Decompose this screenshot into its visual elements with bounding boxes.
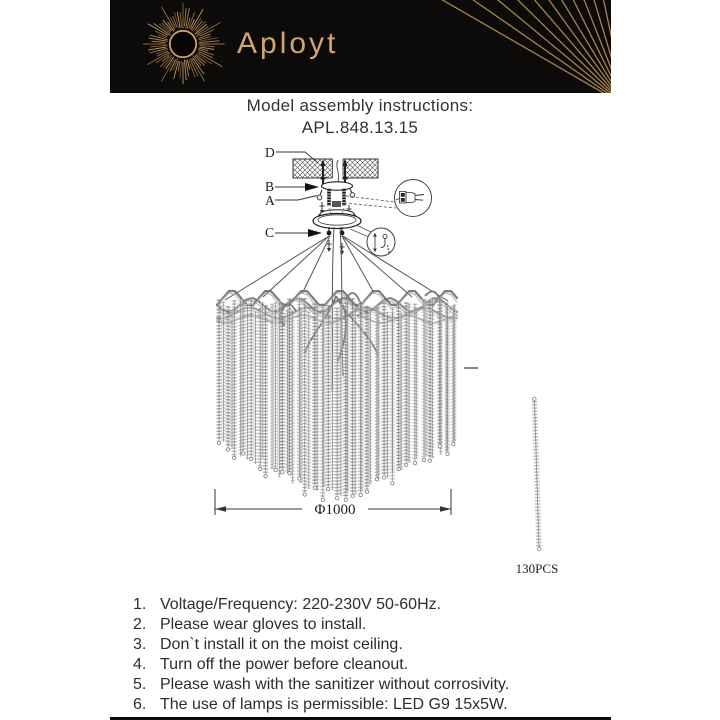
page-title: Model assembly instructions: <box>246 96 474 115</box>
item-text: The use of lamps is permissible: LED G9 15x5W. <box>160 696 508 713</box>
dimension-label: Φ1000 <box>314 502 356 518</box>
item-number: 3. <box>133 636 147 653</box>
list-item <box>133 675 673 695</box>
svg-text:B: B <box>265 179 275 194</box>
item-text: Don`t install it on the moist ceiling. <box>160 636 403 653</box>
item-number: 4. <box>133 656 147 673</box>
svg-text:C: C <box>265 225 275 240</box>
chandelier-strands <box>217 297 455 501</box>
list-item <box>133 635 673 655</box>
item-text: Voltage/Frequency: 220-230V 50-60Hz. <box>160 596 442 613</box>
list-item <box>133 655 673 675</box>
item-number: 2. <box>133 616 147 633</box>
brand-name: Aployt <box>237 27 339 60</box>
strand-count-label: 130PCS <box>515 561 559 576</box>
model-number: APL.848.13.15 <box>301 118 419 137</box>
list-item <box>133 595 673 615</box>
dimension-line <box>215 489 451 518</box>
canopy <box>313 208 361 229</box>
ceiling-hatch <box>293 158 378 179</box>
part-label-A <box>265 193 317 208</box>
svg-text:A: A <box>265 193 275 208</box>
hanging-hooks <box>326 227 344 255</box>
item-text: Turn off the power before cleanout. <box>160 656 409 673</box>
sample-strand <box>533 397 542 551</box>
list-item <box>133 695 673 715</box>
hook-adjust-detail <box>350 225 395 256</box>
item-number: 1. <box>133 596 147 613</box>
item-number: 5. <box>133 676 147 693</box>
item-number: 6. <box>133 696 147 713</box>
svg-text:D: D <box>265 145 275 160</box>
instruction-list <box>133 595 673 715</box>
item-text: Please wash with the sanitizer without corrosivity. <box>160 676 510 693</box>
item-text: Please wear gloves to install. <box>160 616 367 633</box>
part-label-B <box>265 179 319 194</box>
list-item <box>133 615 673 635</box>
wire-connector-detail <box>344 180 432 217</box>
part-label-C <box>265 225 322 240</box>
